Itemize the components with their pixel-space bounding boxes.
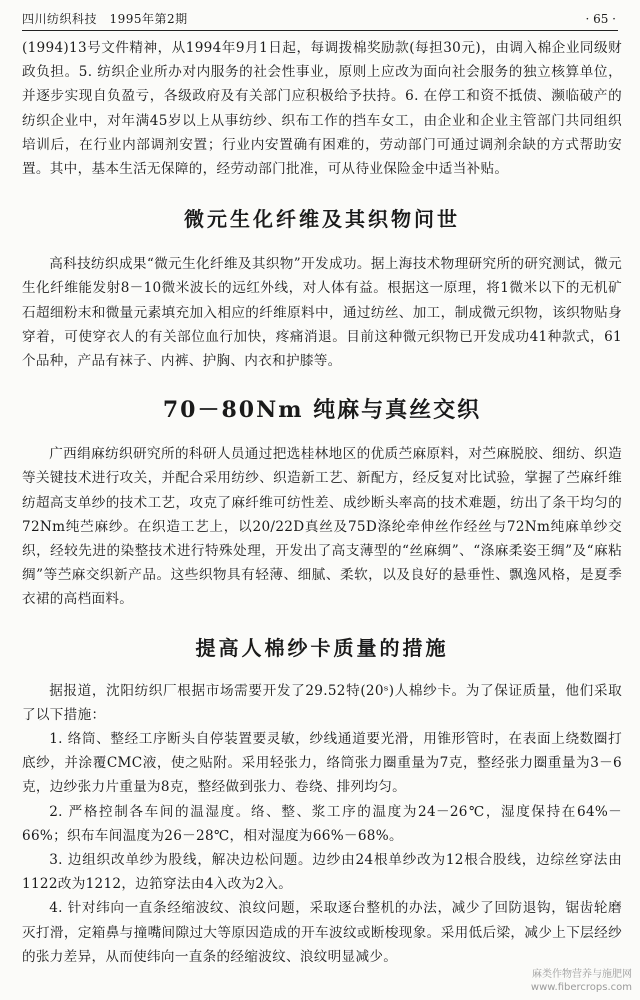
site-watermark	[531, 968, 632, 994]
watermark-line-1: 麻类作物营养与施肥网	[532, 969, 632, 980]
measure-item: 3. 边组织改单纱为股线，解决边松问题。边纱由24根单纱改为12根合股线，边综丝穿法由1122改为1212，边筘穿法由4入改为2入。	[22, 852, 622, 893]
section-paragraph: 广西绢麻纺织研究所的科研人员通过把选桂林地区的优质苎麻原料，对苎麻脱胶、细纺、织造等关键技术进行攻关，并配合采用纺纱、织造新工艺、新配方，经反复对比试验，掌握了苎麻纤维纺超高支单纱的技术工艺，攻克了麻纤维可纺性差、成纱断头率高的技术难题，纺出了条干均匀的72Nm纯苎麻纱。在织造工艺上，以20/22D真丝及75D涤纶牵伸丝作经丝与72Nm纯麻单纱交织，经较先进的染整技术进行特殊处理，开发出了高支薄型的“丝麻绸”、“涤麻柔姿王绸”及“麻粘绸”等苎麻交织新产品。这些织物具有轻薄、细腻、柔软，以及良好的悬垂性、飘逸风格，是夏季衣裙的高档面料。	[22, 446, 622, 608]
watermark-line-2: www.fibercrops.com	[530, 982, 632, 993]
section-title-microelement-fiber: 微元生化纤维及其织物问世	[184, 207, 460, 232]
article-body	[22, 36, 622, 969]
section-title-rayon-drill: 提高人棉纱卡质量的措施	[195, 635, 449, 660]
section-paragraph: 据报道，沈阳纺织厂根据市场需要开发了29.52特(20ˢ)人棉纱卡。为了保证质量，他们采取了以下措施：	[22, 682, 622, 723]
measure-item: 1. 络筒、整经工序断头自停装置要灵敏，纱线通道要光滑，用锥形管时，在表面上绕数圈打底纱，并涂覆CMC液，使之贴附。采用轻张力，络筒张力圈重量为7克，整经张力圈重量为3－6克，边纱张力片重量为8克，整经做到张力、卷绕、排列均匀。	[22, 731, 622, 796]
journal-title: 四川纺织科技 1995年第2期	[22, 12, 188, 26]
page-number: · 65 ·	[585, 12, 616, 26]
section-paragraph: 高科技纺织成果“微元生化纤维及其织物”开发成功。据上海技术物理研究所的研究测试，微元生化纤维能发射8－10微米波长的远红外线，对人体有益。根据这一原理，将1微米以下的无机矿石超细粉末和微量元素填充加入相应的纤维原料中，通过纺丝、加工，制成微元织物，该织物贴身穿着，可使穿衣人的有关部位血行加快，疼痛消退。目前这种微元织物已开发成功41种款式，61个品种，产品有袜子、内裤、护胸、内衣和护膝等。	[22, 256, 622, 370]
section-title-ramie-silk: 70－80Nm 纯麻与真丝交织	[162, 397, 482, 424]
measure-item: 4. 针对纬向一直条经缩波纹、浪纹问题，采取逐台整机的办法，减少了回防退钩，锯齿轮磨灭打滑，定箱鼻与撞嘴间隙过大等原因造成的开车波纹或断梭现象。采用低后梁，减少上下层经纱的张力差异，从而使纬向一直条的经缩波纹、浪纹明显减少。	[22, 900, 622, 965]
measure-item: 2. 严格控制各车间的温湿度。络、整、浆工序的温度为24－26℃，湿度保持在64%－66%；织布车间温度为26－28℃，相对湿度为66%－68%。	[22, 803, 622, 844]
intro-paragraph: (1994)13号文件精神，从1994年9月1日起，每调拨棉奖励款(每担30元)，由调入棉企业同级财政负担。5. 纺织企业所办对内服务的社会性事业，原则上应改为面向社会服务的独立核算单位，并逐步实现自负盈亏，各级政府及有关部门应积极给予扶持。6. 在停工和资不抵债、濒临破产的纺织企业中，对年满45岁以上从事纺纱、织布工作的挡车女工，由企业和企业主管部门共同组织培训后，在行业内部调剂安置；行业内安置确有困难的，劳动部门可通过调剂余缺的方式帮助安置。其中，基本生活无保障的，经劳动部门批准，可从待业保险金中适当补贴。	[22, 40, 622, 178]
page-header	[22, 8, 618, 31]
